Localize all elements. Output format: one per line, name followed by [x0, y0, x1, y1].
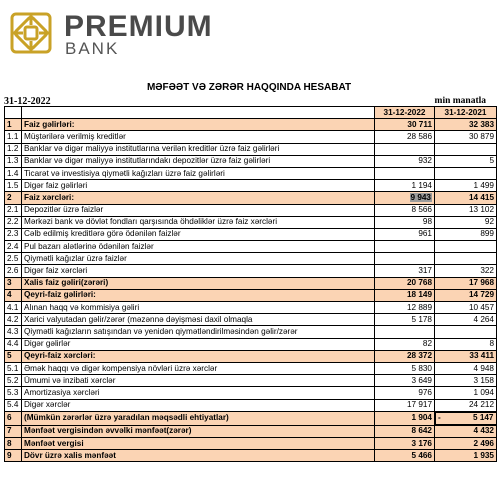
value-2022: 28 372: [375, 350, 435, 362]
table-row: [5, 167, 497, 179]
row-number: 2.3: [5, 228, 22, 240]
row-number: 5.2: [5, 375, 22, 387]
row-label: Alınan haqq və kommisiya gəliri: [22, 302, 375, 314]
value-2021: [435, 241, 497, 253]
row-label: Qeyri-faiz gəlirləri:: [22, 289, 375, 301]
row-number: 4.1: [5, 302, 22, 314]
value-2021: 1 935: [435, 450, 497, 462]
table-row: [5, 216, 497, 228]
row-number: 1.1: [5, 131, 22, 143]
value-2022: 28 586: [375, 131, 435, 143]
value-2022: 8 642: [375, 425, 435, 437]
value-prefix: -: [438, 412, 441, 422]
row-label: (Mümkün zərərlər üzrə yaradılan məqsədli ehtiyatlar): [22, 411, 375, 425]
value-2022: 12 889: [375, 302, 435, 314]
value-2021: 10 457: [435, 302, 497, 314]
value-2022: 5 466: [375, 450, 435, 462]
value-2022: 5 178: [375, 314, 435, 326]
row-number: 1.4: [5, 167, 22, 179]
row-number: 2: [5, 192, 22, 204]
value-2022: [375, 167, 435, 179]
row-label: Qiymətli kağızların satışından və yenidən qiymətləndirilməsindən gəlir/zərər: [22, 326, 375, 338]
row-label: Mənfəət vergisi: [22, 438, 375, 450]
row-label: Pul bazarı alətlərinə ödənilən faizlər: [22, 241, 375, 253]
report-date: 31-12-2022: [4, 96, 51, 107]
row-label: Mərkəzi bank və dövlət fondları qarşısında öhdəliklər üzrə faiz xərcləri: [22, 216, 375, 228]
table-row: [5, 143, 497, 155]
brand-name: PREMIUM: [64, 10, 213, 43]
value-2022: 976: [375, 387, 435, 399]
row-number: 4.2: [5, 314, 22, 326]
row-label: Cəlb edilmiş kreditlərə görə ödənilən faizlər: [22, 228, 375, 240]
row-number: 8: [5, 438, 22, 450]
section-row: [5, 411, 497, 425]
value-2021: 32 383: [435, 119, 497, 131]
row-number: 9: [5, 450, 22, 462]
table-row: [5, 362, 497, 374]
row-label: Ümumi və inzibati xərclər: [22, 375, 375, 387]
value-2021: 24 212: [435, 399, 497, 411]
table-row: [5, 338, 497, 350]
row-number: 2.1: [5, 204, 22, 216]
value-2022: 932: [375, 155, 435, 167]
value-2021: 1 094: [435, 387, 497, 399]
row-label: Amortizasiya xərcləri: [22, 387, 375, 399]
section-row: [5, 192, 497, 204]
row-label: Qiymətli kağızlar üzrə faizlər: [22, 253, 375, 265]
value-2021: 2 496: [435, 438, 497, 450]
table-row: [5, 228, 497, 240]
row-label: Dövr üzrə xalis mənfəət: [22, 450, 375, 462]
row-number: 4: [5, 289, 22, 301]
value-2022: [375, 253, 435, 265]
table-row: [5, 326, 497, 338]
section-row: [5, 119, 497, 131]
value-2021: 1 499: [435, 180, 497, 192]
table-row: [5, 399, 497, 411]
value-2021: [435, 326, 497, 338]
table-row: [5, 155, 497, 167]
value-2021: 30 879: [435, 131, 497, 143]
unit-label: min manatla: [434, 96, 486, 106]
value-2022: 8 566: [375, 204, 435, 216]
logo-knot-icon: [6, 8, 56, 58]
row-label: Faiz xərcləri:: [22, 192, 375, 204]
value-2021: 5: [435, 155, 497, 167]
table-row: [5, 375, 497, 387]
report-title: MƏFƏƏT VƏ ZƏRƏR HAQQINDA HESABAT: [146, 82, 352, 93]
highlighted-value: 9 943: [410, 192, 431, 202]
table-row: [5, 302, 497, 314]
value-2022: 98: [375, 216, 435, 228]
row-number: 6: [5, 411, 22, 425]
section-row: [5, 289, 497, 301]
row-number: 5.1: [5, 362, 22, 374]
value-2021: 33 411: [435, 350, 497, 362]
bank-logo: [6, 8, 236, 58]
value-2021: 899: [435, 228, 497, 240]
section-row: [5, 450, 497, 462]
column-header-2021: 31-12-2021: [435, 107, 497, 119]
row-number: 4.4: [5, 338, 22, 350]
value-2022: 317: [375, 265, 435, 277]
row-number: 2.6: [5, 265, 22, 277]
row-number: 5.4: [5, 399, 22, 411]
row-number: 1.2: [5, 143, 22, 155]
value-2022: 961: [375, 228, 435, 240]
row-number: 7: [5, 425, 22, 437]
row-number: 4.3: [5, 326, 22, 338]
value-2021: 13 102: [435, 204, 497, 216]
value-2022: 18 149: [375, 289, 435, 301]
value-2022: [375, 192, 435, 204]
row-number: 1.5: [5, 180, 22, 192]
value-2022: 5 830: [375, 362, 435, 374]
section-row: [5, 277, 497, 289]
row-number: 5.3: [5, 387, 22, 399]
section-row: [5, 438, 497, 450]
row-label: Banklar və digər maliyyə institutlarına verilən kreditlər üzrə faiz gəlirləri: [22, 143, 375, 155]
table-row: [5, 241, 497, 253]
row-label: Faiz gəlirləri:: [22, 119, 375, 131]
table-row: [5, 387, 497, 399]
row-number: 2.4: [5, 241, 22, 253]
value-2022: 3 649: [375, 375, 435, 387]
value-2021: 322: [435, 265, 497, 277]
table-row: [5, 265, 497, 277]
value-2022: 1 194: [375, 180, 435, 192]
value-2022: [375, 143, 435, 155]
section-row: [5, 350, 497, 362]
value-2021: 4 432: [435, 425, 497, 437]
value-2022: 30 711: [375, 119, 435, 131]
row-label: Xarici valyutadan gəlir/zərər (məzənnə dəyişməsi daxil olmaqla: [22, 314, 375, 326]
table-row: [5, 314, 497, 326]
table-row: [5, 204, 497, 216]
row-label: Mənfəət vergisindən əvvəlki mənfəət(zərər): [22, 425, 375, 437]
value-2021: [435, 167, 497, 179]
value-2021: 17 968: [435, 277, 497, 289]
header-blank-cell: [22, 107, 375, 119]
value-2021: 8: [435, 338, 497, 350]
table-row: [5, 131, 497, 143]
row-number: 1: [5, 119, 22, 131]
value-2022: 20 768: [375, 277, 435, 289]
value-amount: 5 147: [473, 412, 494, 422]
row-label: Ticarət və investisiya qiymətli kağızları üzrə faiz gəlirləri: [22, 167, 375, 179]
row-label: Xalis faiz gəliri(zərəri): [22, 277, 375, 289]
section-row: [5, 425, 497, 437]
value-2021: [435, 412, 497, 425]
row-number: 2.5: [5, 253, 22, 265]
row-label: Digər xərclər: [22, 399, 375, 411]
value-2022: 17 917: [375, 399, 435, 411]
row-label: Əmək haqqı və digər kompensiya növləri üzrə xərclər: [22, 362, 375, 374]
row-label: Müştərilərə verilmiş kreditlər: [22, 131, 375, 143]
row-label: Digər gəlirlər: [22, 338, 375, 350]
brand-subtitle: BANK: [65, 39, 120, 58]
value-2021: 4 264: [435, 314, 497, 326]
income-statement-table: [4, 106, 497, 462]
value-2021: 14 415: [435, 192, 497, 204]
row-label: Depozitlər üzrə faizlər: [22, 204, 375, 216]
row-label: Qeyri-faiz xərcləri:: [22, 350, 375, 362]
value-2022: 82: [375, 338, 435, 350]
row-label: Banklar və digər maliyyə institutlarındakı depozitlər üzrə faiz gəlirləri: [22, 155, 375, 167]
column-header-2022: 31-12-2022: [375, 107, 435, 119]
row-number: 5: [5, 350, 22, 362]
value-2022: 1 904: [375, 411, 435, 425]
value-2021: 3 158: [435, 375, 497, 387]
value-2022: [375, 241, 435, 253]
row-label: Digər faiz gəlirləri: [22, 180, 375, 192]
row-label: Digər faiz xərcləri: [22, 265, 375, 277]
header-blank-cell: [5, 107, 22, 119]
value-2021: [435, 143, 497, 155]
row-number: 2.2: [5, 216, 22, 228]
value-2021: 14 729: [435, 289, 497, 301]
row-number: 1.3: [5, 155, 22, 167]
value-2021: 92: [435, 216, 497, 228]
value-2021: [435, 253, 497, 265]
table-row: [5, 253, 497, 265]
value-2022: 3 176: [375, 438, 435, 450]
value-2021: 4 948: [435, 362, 497, 374]
column-header-row: [5, 107, 497, 119]
value-2022: [375, 326, 435, 338]
table-row: [5, 180, 497, 192]
row-number: 3: [5, 277, 22, 289]
